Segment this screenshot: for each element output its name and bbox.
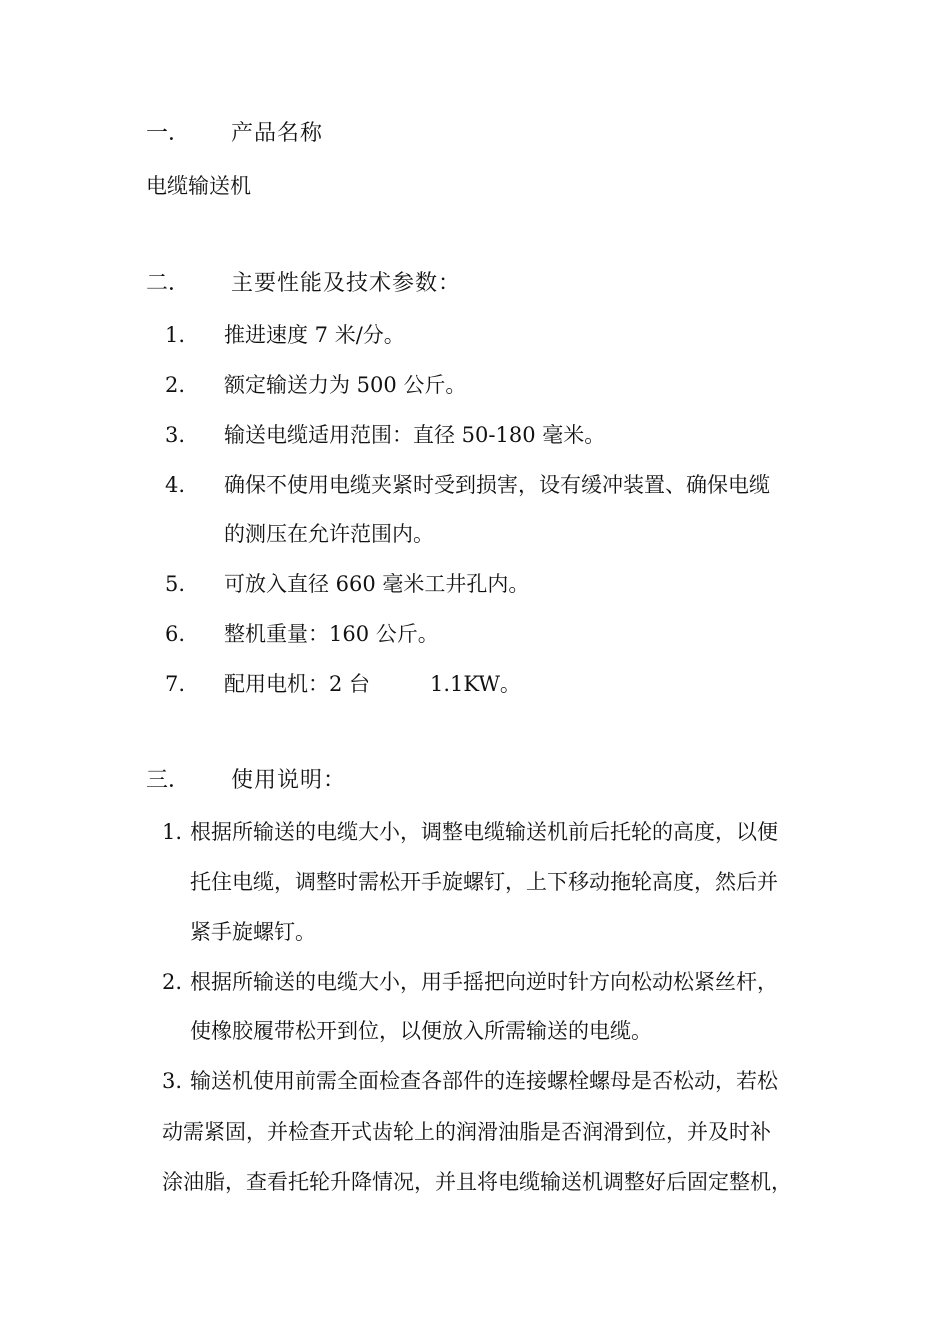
list-item-text: 输送机使用前需全面检查各部件的连接螺栓螺母是否松动，若松 — [190, 1069, 778, 1093]
list-item-text-continued: 紧手旋螺钉。 — [190, 920, 316, 944]
list-item-text-continued: 托住电缆，调整时需松开手旋螺钉，上下移动拖轮高度，然后并 — [190, 870, 778, 894]
section-title: 产品名称 — [231, 121, 324, 146]
list-item-text: 确保不使用电缆夹紧时受到损害，设有缓冲装置、确保电缆 — [224, 473, 770, 497]
list-item-text: 输送电缆适用范围：直径 50-180 毫米。 — [224, 423, 606, 447]
list-item-number: 5. — [165, 572, 186, 596]
list-item-number: 1. — [162, 820, 183, 844]
list-item-number: 3. — [162, 1069, 183, 1093]
list-item-text-continued: 涂油脂，查看托轮升降情况，并且将电缆输送机调整好后固定整机， — [162, 1170, 792, 1194]
list-item-text-continued: 动需紧固，并检查开式齿轮上的润滑油脂是否润滑到位，并及时补 — [162, 1120, 771, 1144]
list-item-text: 整机重量：160 公斤。 — [224, 622, 439, 646]
list-item-text-power: 1.1KW。 — [430, 672, 521, 696]
list-item-text: 根据所输送的电缆大小，用手摇把向逆时针方向松动松紧丝杆， — [190, 970, 778, 994]
list-item-text-continued: 使橡胶履带松开到位，以便放入所需输送的电缆。 — [190, 1019, 652, 1043]
section-title: 主要性能及技术参数： — [231, 271, 462, 296]
list-item-number: 2. — [162, 970, 183, 994]
list-item-text-continued: 的测压在允许范围内。 — [224, 522, 434, 546]
section-number: 一． — [146, 121, 191, 146]
product-name: 电缆输送机 — [146, 174, 251, 198]
section-title: 使用说明： — [231, 768, 347, 793]
list-item-number: 4. — [165, 473, 186, 497]
section-number: 二． — [146, 271, 191, 296]
list-item-number: 6. — [165, 622, 186, 646]
list-item-text: 配用电机：2 台 — [224, 672, 371, 696]
list-item-number: 7. — [165, 672, 186, 696]
list-item-text: 根据所输送的电缆大小，调整电缆输送机前后托轮的高度，以便 — [190, 820, 778, 844]
list-item-number: 2. — [165, 373, 186, 397]
section-number: 三． — [146, 768, 191, 793]
list-item-text: 可放入直径 660 毫米工井孔内。 — [224, 572, 530, 596]
list-item-text: 额定输送力为 500 公斤。 — [224, 373, 467, 397]
list-item-text: 推进速度 7 米/分。 — [224, 323, 405, 347]
list-item-number: 3. — [165, 423, 186, 447]
list-item-number: 1. — [165, 323, 186, 347]
